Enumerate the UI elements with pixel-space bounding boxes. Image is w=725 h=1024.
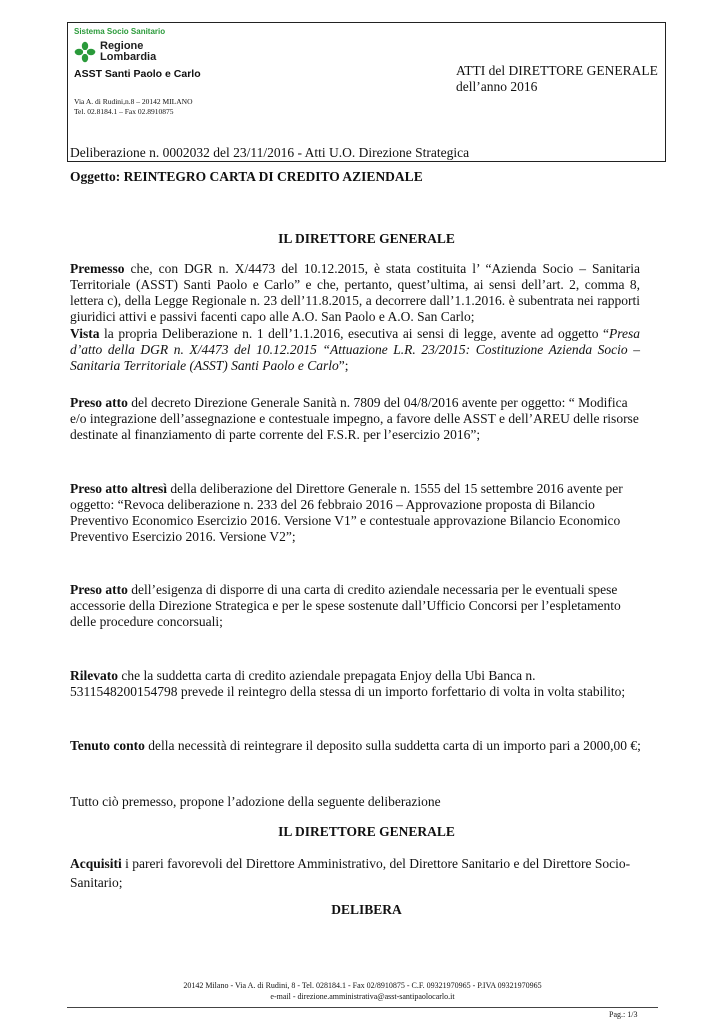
region-name: [100, 41, 156, 63]
para-lead: Tenuto conto: [70, 738, 145, 753]
regione-lombardia-logo: [74, 41, 96, 63]
paragraph-vista: [70, 326, 640, 374]
para-text: dell’esigenza di disporre di una carta di credito aziendale necessaria per le eventuali spese accessorie della Direzione Strategica e per le spese sostenute dall’Ufficio Concorsi per l’espletamento delle procedure concorsuali;: [70, 582, 621, 629]
page-number: Pag.: 1/3: [609, 1010, 638, 1019]
para-text: della necessità di reintegrare il deposito sulla suddetta carta di un importo pari a 2000,00 €;: [144, 738, 641, 753]
para-lead: Vista: [70, 326, 100, 341]
header-box: [67, 22, 666, 162]
para-text: la propria Deliberazione n. 1 dell’1.1.2016, esecutiva ai sensi di legge, avente ad oggetto “: [99, 326, 609, 341]
para-lead: Acquisiti: [70, 856, 122, 871]
atti-title: ATTI del DIRETTORE GENERALE: [456, 63, 658, 78]
paragraph-rilevato: [70, 668, 640, 700]
paragraph-premesso: [70, 261, 640, 325]
footer-divider: [67, 1007, 658, 1008]
paragraph-preso-atto-carta: [70, 582, 640, 630]
para-text: che, con DGR n. X/4473 del 10.12.2015, è stata costituita l’ “Azienda Socio – Sanitaria Territoriale (ASST) Santi Paolo e Carlo” e che, pertanto, quest’ultima, ai sensi dell’art. 2, comma 8, lettera c), della Legge Regionale n. 23 dell’11.8.2015, a decorrere dall’1.1.2016. è subentrata nei rapporti giuridici attivi e passivi facenti capo alle A.O. San Paolo e A.O. San Carlo;: [70, 261, 640, 324]
para-lead: Preso atto: [70, 395, 128, 410]
para-text: della deliberazione del Direttore Generale n. 1555 del 15 settembre 2016 avente per oggetto: “Revoca deliberazione n. 233 del 26 febbraio 2016 – Approvazione proposta di Bilancio Preventivo Economico Esercizio 2016. Versione V1” e contestuale approvazione Bilancio Economico Preventivo Esercizio 2016. Versione V2”;: [70, 481, 623, 544]
sistema-label: Sistema Socio Sanitario: [74, 27, 166, 36]
footer-address: 20142 Milano - Via A. di Rudini, 8 - Tel. 028184.1 - Fax 02/8910875 - C.F. 09321970965 - P.IVA 09321970965: [183, 981, 542, 990]
para-text: che la suddetta carta di credito aziendale prepagata Enjoy della Ubi Banca n. 5311548200154798 prevede il reintegro della stessa di un importo forfettario di volta in volta stabilito;: [70, 668, 626, 699]
para-text: i pareri favorevoli del Direttore Amministrativo, del Direttore Sanitario e del Direttore Socio-Sanitario;: [70, 856, 631, 890]
para-end: ”;: [338, 358, 349, 373]
deliberation-line: Deliberazione n. 0002032 del 23/11/2016 - Atti U.O. Direzione Strategica: [70, 145, 470, 160]
section-title-direttore: IL DIRETTORE GENERALE: [278, 231, 455, 246]
asst-name: ASST Santi Paolo e Carlo: [74, 68, 201, 80]
address-line: Via A. di Rudini,n.8 – 20142 MILANO: [74, 97, 193, 106]
para-lead: Rilevato: [70, 668, 118, 683]
section-title-direttore-2: IL DIRETTORE GENERALE: [278, 824, 455, 839]
phone-line: Tel. 02.8184.1 – Fax 02.8910875: [74, 107, 174, 116]
footer-email: e-mail - direzione.amministrativa@asst-santipaolocarlo.it: [270, 992, 455, 1001]
para-text: del decreto Direzione Generale Sanità n. 7809 del 04/8/2016 avente per oggetto: “ Modifica e/o integrazione dell’assegnazione e contestuale impegno, a favore delle ASST e dell’AREU delle risorse destinate al finanziamento di parte corrente del F.S.R. per l’esercizio 2016”;: [70, 395, 639, 442]
paragraph-preso-atto-decreto: [70, 395, 640, 443]
para-lead: Preso atto altresì: [70, 481, 167, 496]
region-line2: Lombardia: [100, 51, 157, 63]
atti-year: dell’anno 2016: [456, 79, 538, 94]
region-line1: Regione: [100, 40, 144, 52]
para-lead: Premesso: [70, 261, 125, 276]
paragraph-propone: Tutto ciò premesso, propone l’adozione della seguente deliberazione: [70, 794, 441, 809]
paragraph-preso-atto-altresi: [70, 481, 640, 545]
paragraph-acquisiti: [70, 854, 638, 892]
paragraph-tenuto-conto: [70, 738, 660, 754]
subject-line: Oggetto: REINTEGRO CARTA DI CREDITO AZIENDALE: [70, 169, 423, 184]
para-italic: Presa d’atto della DGR n. X/4473 del 10.12.2015 “Attuazione L.R. 23/2015: Costituzione Azienda Socio – Sanitaria Territoriale (ASST) Santi Paolo e Carlo: [70, 326, 640, 373]
section-title-delibera: DELIBERA: [331, 902, 402, 917]
para-lead: Preso atto: [70, 582, 128, 597]
